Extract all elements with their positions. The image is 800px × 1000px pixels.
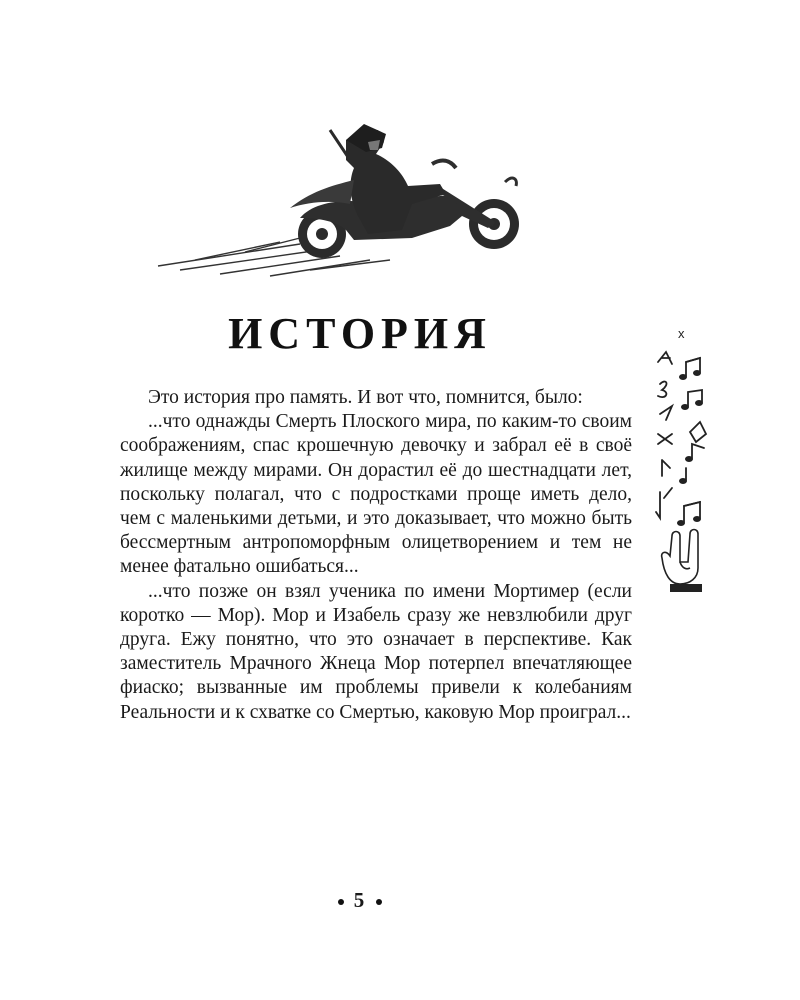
paragraph: ...что однажды Смерть Плоского мира, по каким-то своим соображениям, спас крошечную девочку и забрал её в своё жилище между мирами. Он дорастил её до шестнадцати лет, поскольку полагал, что с подростками проще иметь дело, чем с маленькими детьми, и это доказывает, что можно быть бессмертным антропоморфным олицетворением и тем не менее фатально ошибаться... [120, 411, 632, 578]
death-on-motorcycle-icon [150, 120, 540, 280]
margin-mark: x [678, 326, 685, 341]
bullet-icon [338, 899, 344, 905]
bullet-icon [376, 899, 382, 905]
page-number [0, 888, 720, 913]
paragraph: Это история про память. И вот что, помнится, было: [148, 387, 583, 408]
music-notes-and-rock-hand-icon [648, 322, 728, 602]
paragraph: ...что позже он взял ученика по имени Мортимер (если коротко — Мор). Мор и Изабель сразу же невзлюбили друг друга. Ежу понятно, что это означает в перспективе. Как заместитель Мрачного Жнеца Мор потерпел впечатляющее фиаско; вызванные им проблемы привели к колебаниям Реальности и к схватке со Смертью, каковую Мор проиграл... [120, 580, 632, 723]
chapter-body [120, 386, 632, 725]
page-number-value: 5 [353, 888, 367, 912]
chapter-title: ИСТОРИЯ [228, 309, 492, 358]
